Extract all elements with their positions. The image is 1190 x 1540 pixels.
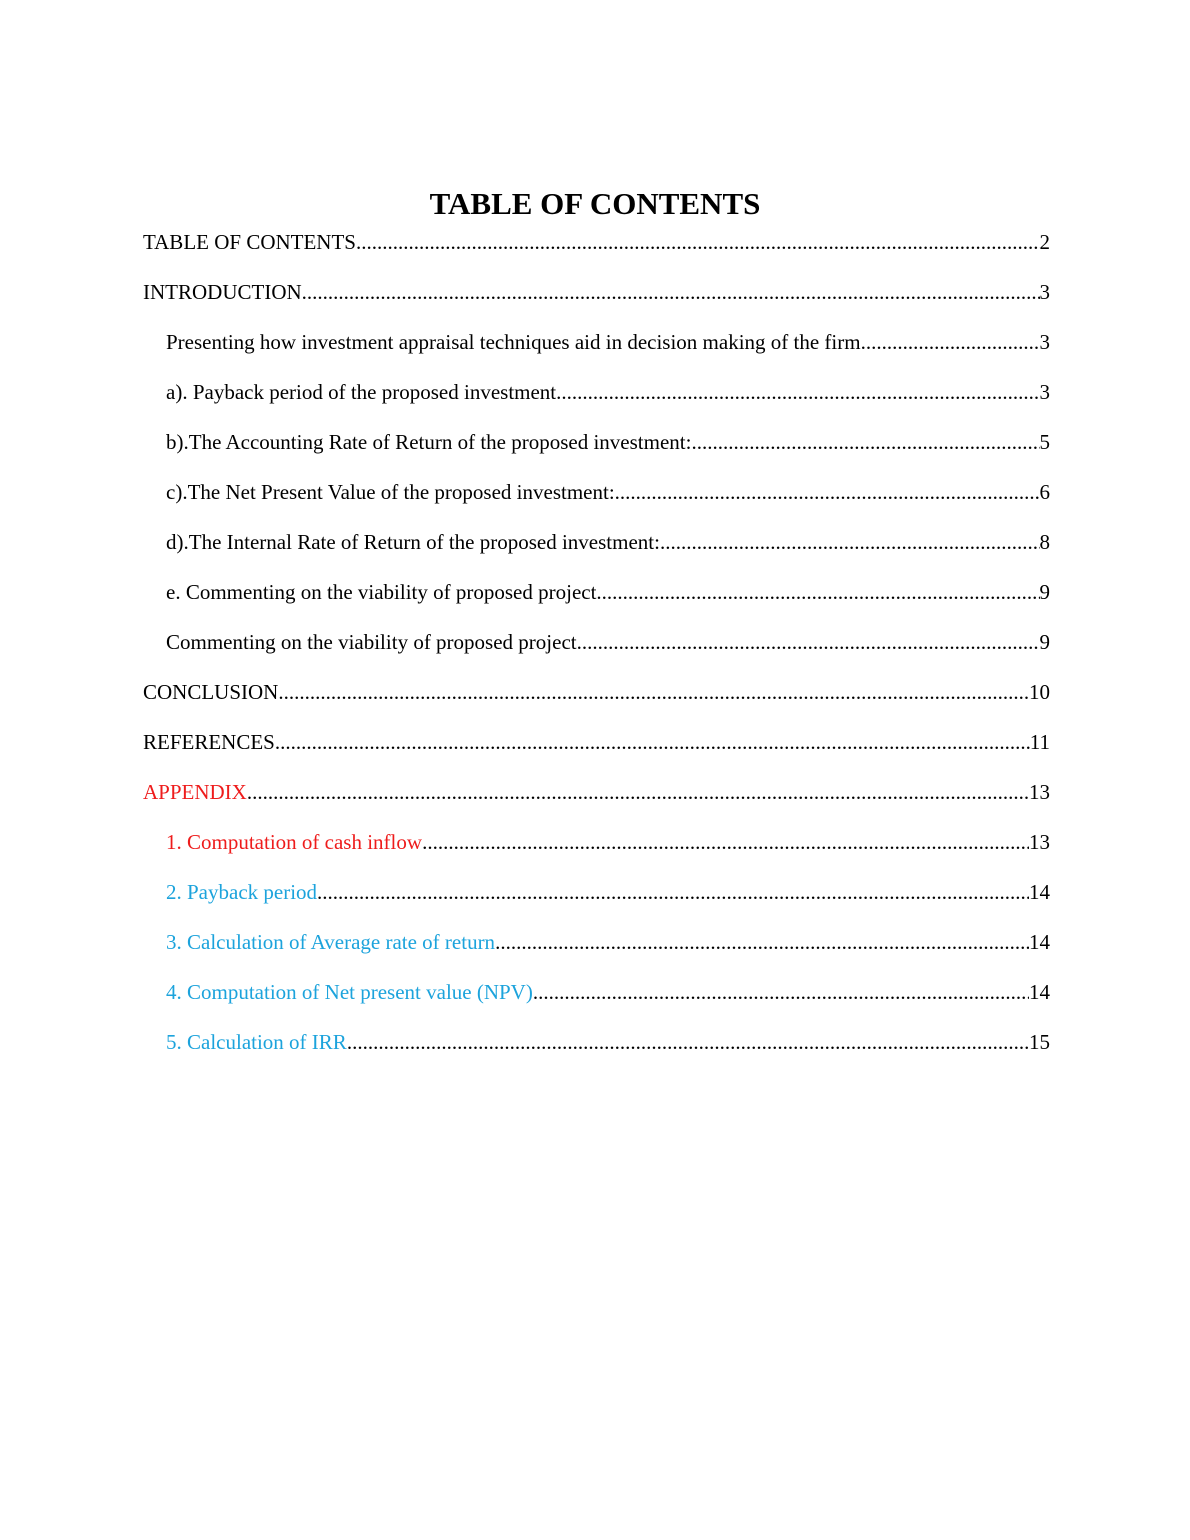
dot-leader — [596, 578, 1039, 606]
dot-leader — [278, 678, 1029, 706]
dot-leader — [317, 878, 1029, 906]
toc-entry-text: CONCLUSION — [143, 680, 279, 704]
toc-entry-text: 5. Calculation of IRR — [166, 1030, 347, 1054]
toc-entry-viability-e[interactable] — [143, 578, 1050, 628]
toc-entry-text: d).The Internal Rate of Return of the proposed investment: — [166, 530, 660, 554]
toc-page-number: 5 — [1039, 430, 1050, 454]
toc-entry-text: APPENDIX — [143, 780, 247, 804]
toc-page-number: 14 — [1029, 880, 1050, 904]
toc-page-number: 11 — [1029, 730, 1050, 754]
dot-leader — [615, 478, 1040, 506]
dot-leader — [302, 278, 1040, 306]
toc-entry-text: c).The Net Present Value of the proposed investment: — [166, 480, 615, 504]
toc-page-number: 13 — [1029, 780, 1050, 804]
toc-page-number: 14 — [1029, 930, 1050, 954]
toc-entry-text: Presenting how investment appraisal techniques aid in decision making of the firm — [166, 330, 861, 354]
toc-entry-text: 4. Computation of Net present value (NPV) — [166, 980, 533, 1004]
toc-page-number: 6 — [1039, 480, 1050, 504]
toc-entry-arr[interactable] — [143, 428, 1050, 478]
toc-page-number: 3 — [1039, 280, 1050, 304]
toc-page-number: 9 — [1039, 630, 1050, 654]
toc-entry-text: b).The Accounting Rate of Return of the proposed investment: — [166, 430, 692, 454]
toc-entry-text: 2. Payback period — [166, 880, 318, 904]
toc-entry-appendix-5[interactable] — [143, 1028, 1050, 1078]
toc-entry-text: a). Payback period of the proposed investment — [166, 380, 557, 404]
toc-page-number: 3 — [1039, 380, 1050, 404]
toc-page-number: 3 — [1039, 330, 1050, 354]
toc-entry-appendix-3[interactable] — [143, 928, 1050, 978]
toc-entry-irr[interactable] — [143, 528, 1050, 578]
toc-page-number: 10 — [1029, 680, 1050, 704]
dot-leader — [495, 928, 1029, 956]
toc-entry-viability[interactable] — [143, 628, 1050, 678]
dot-leader — [660, 528, 1040, 556]
toc-entry-conclusion[interactable] — [143, 678, 1050, 728]
dot-leader — [347, 1028, 1029, 1056]
dot-leader — [356, 228, 1040, 256]
toc-entry-text: 3. Calculation of Average rate of return — [166, 930, 496, 954]
toc-entry-text: e. Commenting on the viability of proposed project — [166, 580, 597, 604]
toc-page-number: 13 — [1029, 830, 1050, 854]
toc-page-number: 15 — [1029, 1030, 1050, 1054]
dot-leader — [861, 328, 1040, 356]
toc-entry-text: REFERENCES — [143, 730, 275, 754]
dot-leader — [691, 428, 1039, 456]
toc-page-number: 2 — [1039, 230, 1050, 254]
dot-leader — [556, 378, 1039, 406]
toc-entry-appendix-1[interactable] — [143, 828, 1050, 878]
dot-leader — [275, 728, 1030, 756]
toc-page-number: 8 — [1039, 530, 1050, 554]
toc-entry-presenting[interactable] — [143, 328, 1050, 378]
dot-leader — [422, 828, 1029, 856]
table-of-contents — [143, 228, 1050, 1078]
toc-entry-payback[interactable] — [143, 378, 1050, 428]
toc-entry-appendix[interactable] — [143, 778, 1050, 828]
toc-entry-references[interactable] — [143, 728, 1050, 778]
toc-entry-table-of-contents[interactable] — [143, 228, 1050, 278]
toc-page-number: 9 — [1039, 580, 1050, 604]
page-title: TABLE OF CONTENTS — [429, 186, 761, 221]
dot-leader — [247, 778, 1029, 806]
toc-entry-appendix-2[interactable] — [143, 878, 1050, 928]
dot-leader — [533, 978, 1029, 1006]
toc-entry-introduction[interactable] — [143, 278, 1050, 328]
toc-entry-appendix-4[interactable] — [143, 978, 1050, 1028]
toc-entry-text: Commenting on the viability of proposed project — [166, 630, 577, 654]
toc-entry-npv[interactable] — [143, 478, 1050, 528]
toc-entry-text: TABLE OF CONTENTS — [143, 230, 356, 254]
toc-entry-text: INTRODUCTION — [143, 280, 302, 304]
dot-leader — [577, 628, 1040, 656]
toc-entry-text: 1. Computation of cash inflow — [166, 830, 423, 854]
toc-page-number: 14 — [1029, 980, 1050, 1004]
